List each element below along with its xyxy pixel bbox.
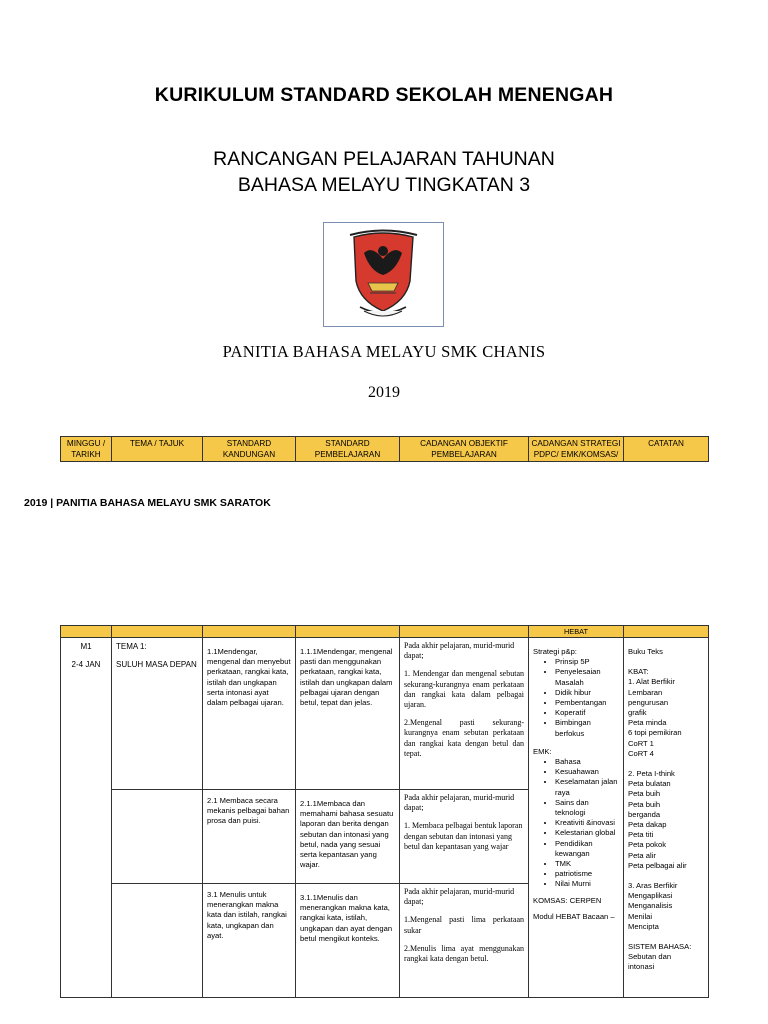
document-title: KURIKULUM STANDARD SEKOLAH MENENGAH <box>154 84 614 106</box>
objektif-cell: Pada akhir pelajaran, murid-murid dapat; 1. Mendengar dan mengenal sebutan sekurang-kurangnya enam perkataan dan rangkai kata dalam pelbagai ujaran. 2.Mengenal pasti sekurang-kurangnya enam sebutan perkataan dan rangkai kata dengan betul dan tepat. <box>400 638 529 790</box>
standard-pembelajaran-cell: 3.1.1Menulis dan menerangkan makna kata, rangkai kata, istilah, ungkapan dan ayat dengan betul mengikut konteks. <box>296 884 400 998</box>
tema-empty-cell <box>112 884 203 998</box>
panitia-heading: PANITIA BAHASA MELAYU SMK CHANIS <box>222 342 546 361</box>
hebat-label: HEBAT <box>529 626 624 638</box>
school-crest-logo <box>323 222 444 327</box>
standard-pembelajaran-cell: 1.1.1Mendengar, mengenal pasti dan menggunakan perkataan, rangkai kata, istilah dan ungkapan dalam pelbagai ujaran dengan betul, tepat dan jelas. <box>296 638 400 790</box>
emk-list <box>533 757 619 890</box>
page-footer: 2019 | PANITIA BAHASA MELAYU SMK SARATOK <box>24 497 271 509</box>
list-item: • Koperatif <box>555 708 619 718</box>
document-subtitle <box>0 146 768 198</box>
header-strategi: CADANGAN STRATEGI PDPC/ EMK/KOMSAS/ <box>529 437 624 462</box>
list-item: • Kelestarian global <box>555 828 619 838</box>
standard-kandungan-cell: 2.1 Membaca secara mekanis pelbagai bahan prosa dan puisi. <box>203 790 296 884</box>
list-item: • Bahasa <box>555 757 619 767</box>
header-objektif: CADANGAN OBJEKTIF PEMBELAJARAN <box>400 437 529 462</box>
strategi-list <box>533 657 619 739</box>
standard-kandungan-cell: 3.1 Menulis untuk menerangkan makna kata dan istilah, rangkai kata, ungkapan dan ayat. <box>203 884 296 998</box>
header-standard-kandungan: STANDARD KANDUNGAN <box>203 437 296 462</box>
lesson-plan-table <box>60 625 709 998</box>
table-head-row <box>61 626 709 638</box>
objektif-cell: Pada akhir pelajaran, murid-murid dapat; 1. Membaca pelbagai bentuk laporan dengan sebutan dan intonasi yang betul dan kepantasan yang wajar <box>400 790 529 884</box>
subtitle-line-2: BAHASA MELAYU TINGKATAN 3 <box>237 174 531 196</box>
table-row <box>61 638 709 790</box>
standard-pembelajaran-cell: 2.1.1Membaca dan memahami bahasa sesuatu laporan dan berita dengan sebutan dan intonasi yang betul, nada yang sesuai serta kepantasan yang wajar. <box>296 790 400 884</box>
list-item: • Kreativiti &inovasi <box>555 818 619 828</box>
tema-cell: TEMA 1: SULUH MASA DEPAN <box>112 638 203 790</box>
strategi-cell: Strategi p&p: • Prinsip 5P • Penyelesaian Masalah • Didik hibur • Pembentangan • Koperatif • Bimbingan berfokus EMK: • Bahasa • Kesuahawan • Keselamatan jalan raya • Sains dan teknologi • Kreativiti &inovasi • Kelestarian global • Pendidikan kewangan • TMK • patriotisme • Nilai Murni KOMSAS: CERPEN Modul HEBAT Bacaan – <box>529 638 624 998</box>
header-minggu: MINGGU / TARIKH <box>61 437 112 462</box>
header-standard-pembelajaran: STANDARD PEMBELAJARAN <box>296 437 400 462</box>
header-catatan: CATATAN <box>624 437 709 462</box>
tema-empty-cell <box>112 790 203 884</box>
list-item: • Didik hibur <box>555 688 619 698</box>
list-item: • Kesuahawan <box>555 767 619 777</box>
header-tema: TEMA / TAJUK <box>112 437 203 462</box>
list-item: • Sains dan teknologi <box>555 798 619 818</box>
list-item: • Penyelesaian Masalah <box>555 667 619 687</box>
list-item: • TMK <box>555 859 619 869</box>
list-item: • Nilai Murni <box>555 879 619 889</box>
crest-icon <box>324 223 443 326</box>
objektif-cell: Pada akhir pelajaran, murid-murid dapat; 1.Mengenal pasti lima perkataan sukar 2.Menulis lima ayat menggunakan rangkai kata dengan betul. <box>400 884 529 998</box>
year-heading: 2019 <box>368 384 400 401</box>
list-item: • Pendidikan kewangan <box>555 839 619 859</box>
column-header-table <box>60 436 709 462</box>
list-item: • Keselamatan jalan raya <box>555 777 619 797</box>
list-item: • Bimbingan berfokus <box>555 718 619 738</box>
catatan-cell: Buku Teks KBAT: 1. Alat Berfikir Lembaran pengurusan grafik Peta minda 6 topi pemikiran CoRT 1 CoRT 4 2. Peta I-think Peta bulatan Peta buih Peta buih berganda Peta dakap Peta titi Peta pokok Peta alir Peta pelbagai alir 3. Aras Berfikir Mengaplikasi Menganalisis Menilai Mencipta SISTEM BAHASA: Sebutan dan intonasi <box>624 638 709 998</box>
list-item: • patriotisme <box>555 869 619 879</box>
subtitle-line-1: RANCANGAN PELAJARAN TAHUNAN <box>213 148 555 170</box>
list-item: • Prinsip 5P <box>555 657 619 667</box>
standard-kandungan-cell: 1.1Mendengar, mengenal dan menyebut perkataan, rangkai kata, istilah dan ungkapan serta intonasi ayat dalam pelbagai ujaran. <box>203 638 296 790</box>
week-cell: M1 2-4 JAN <box>61 638 112 998</box>
list-item: • Pembentangan <box>555 698 619 708</box>
